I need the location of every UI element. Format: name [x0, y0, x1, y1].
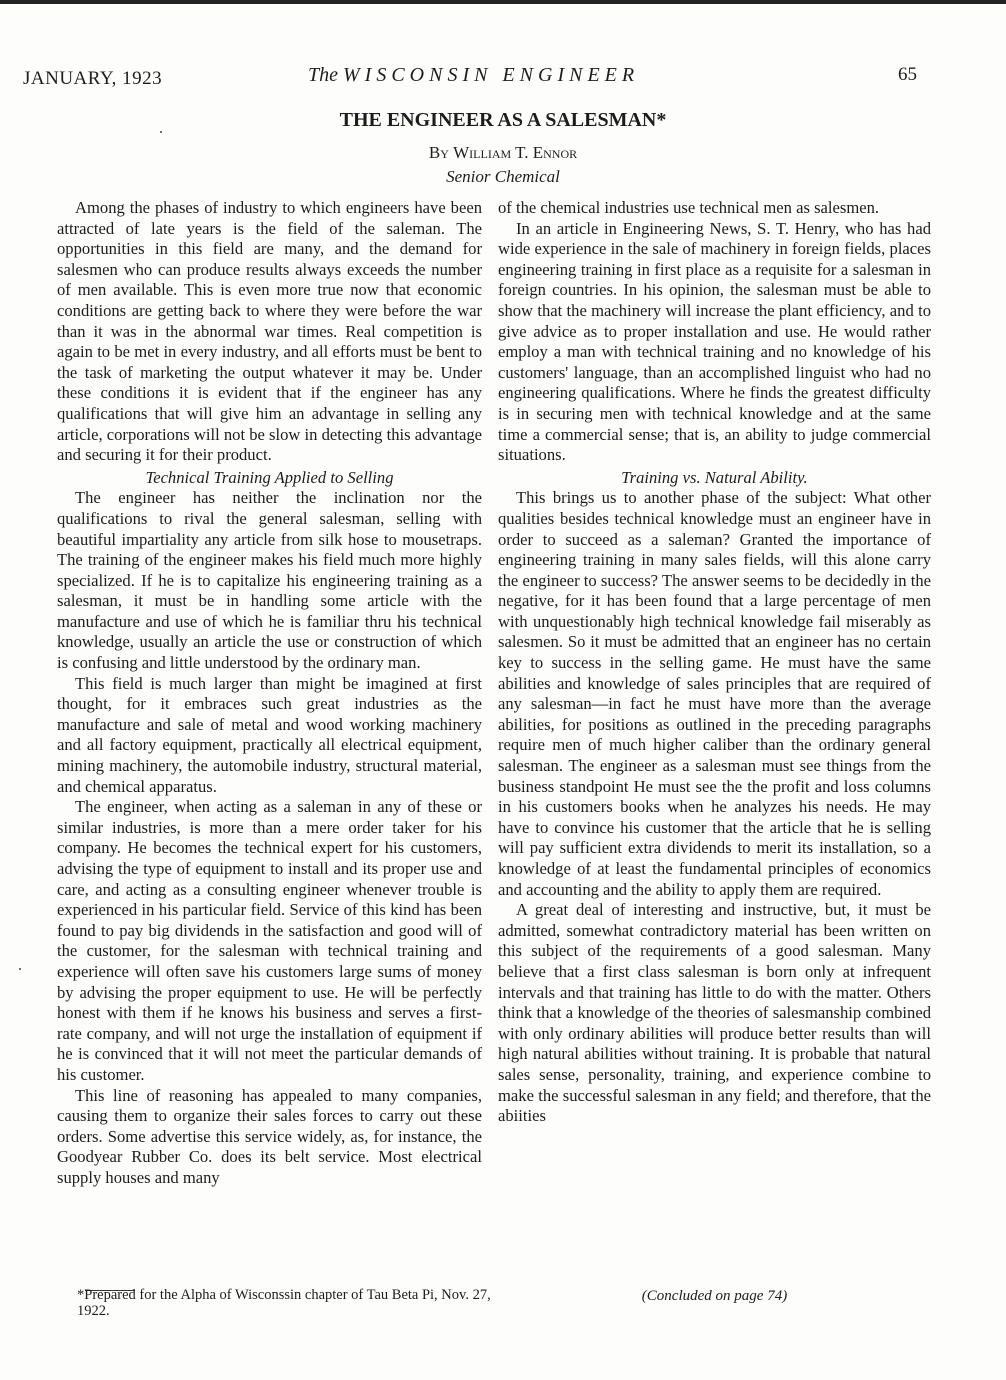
running-head [308, 64, 639, 87]
author-affiliation: Senior Chemical [446, 167, 560, 186]
journal-prefix: The [308, 64, 338, 86]
byline-prefix: By [428, 143, 449, 162]
section-heading: Training vs. Natural Ability. [621, 467, 808, 487]
paragraph: The engineer, when acting as a saleman in any of these or similar industries, is more than a mere order taker for his company. He becomes the technical expert for his customers, advising the type of equipment to install and its proper use and care, and acting as a consulting engineer whenever trouble is experienced in his particular field. Service of this kind has been found to pay big dividends in the satisfaction and good will of the customer, for the salesman with technical training and experience will often save his customers large sums of money by advising the proper equipment to use. He will be perfectly honest with them if he knows his business and serves a first-rate company, and will not urge the installation of equipment if he is convinced that it will not meet the particular demands of his customer. [57, 797, 482, 1084]
paragraph: This brings us to another phase of the subject: What other qualities besides technical knowledge must an engineer have in order to succeed as a saleman? Granted the importance of engineering training in many sales fields, will this alone carry the engineer to success? The answer seems to be decidedly in the negative, for it has been found that a large percentage of men with unquestionably high technical knowledge fail miserably as salesmen. So it must be admitted that an engineer has no certain key to success in the selling game. He must have the same abilities and knowledge of sales principles that are required of any salesman—in fact he must have more than the average abilities, for positions as outlined in the preceding paragraphs require men of much higher caliber than the ordinary general salesman. The engineer as a salesman must see things from the business standpoint He must see the the profit and loss columns in his customers books when he analyzes his needs. He may have to convince his customer that the article that he is selling will pay sufficient extra dividends to merit its installation, so a knowledge of at least the fundamental principles of economics and accounting and the ability to apply them are required. [498, 488, 931, 899]
section-heading: Technical Training Applied to Selling [145, 467, 394, 487]
paragraph-continued: of the chemical industries use technical men as salesmen. [498, 198, 880, 217]
paragraph: In an article in Engineering News, S. T. Henry, who has had wide experience in the sale of machinery in foreign fields, places engineering training in first place as a requisite for a salesman in foreign countries. In his opinion, the salesman must be able to show that the machinery will increase the plant efficiency, and to give advice as to proper installation and use. He would rather employ a man with technical training and no knowledge of his customers' language, than an accomplished linguist who had no engineering qualifications. Where he finds the greatest difficulty is in securing men with technical knowledge and at the same time a commercial sense; that is, an ability to judge commercial situations. [498, 218, 931, 465]
print-speck [19, 968, 21, 970]
issue-date: JANUARY, 1923 [23, 68, 163, 89]
print-speck [160, 131, 162, 133]
paragraph: Among the phases of industry to which engineers have been attracted of late years is the field of the saleman. The opportunities in this field are many, and the demand for salesmen who can produce results always exceeds the number of men available. This is even more true now that economic conditions are getting back to where they were before the war than it was in the abnormal war times. Real competition is again to be met in every industry, and all efforts must be bent to the task of marketing the output whatever it may be. Under these conditions it is evident that if the engineer has any qualifications that will give him an advantage in selling any article, corporations will not be slow in detecting this advantage and securing it for their product. [57, 198, 482, 465]
continuation-note: (Concluded on page 74) [641, 1288, 788, 1304]
paragraph: This line of reasoning has appealed to many companies, causing them to organize their sales forces to carry out these orders. Some advertise this service widely, as, for instance, the Goodyear Rubber Co. does its belt service. Most electrical supply houses and many [57, 1085, 482, 1187]
article-title: THE ENGINEER AS A SALESMAN* [339, 109, 667, 131]
paragraph: A great deal of interesting and instructive, but, it must be admitted, somewhat contradictory material has been written on this subject of the requirements of a good salesman. Many believe that a first class salesman is born only at infrequent intervals and that training has little to do with the matter. Others think that a knowledge of the theories of salesmanship combined with only ordinary abilities will produce better results than will high natural abilities without training. It is probable that natural sales sense, personality, training, and experience combine to make the successful salesman in any field; and therefore, that the abiities [498, 900, 931, 1126]
byline [0, 143, 1006, 163]
paragraph: This field is much larger than might be imagined at first thought, for it embraces such great industries as the manufacture and sale of metal and wood working machinery and all factory equipment, practically all electrical equipment, mining machinery, the automobile industry, structural material, and chemical apparatus. [57, 673, 482, 796]
page-number: 65 [898, 64, 917, 85]
right-column [498, 198, 931, 1127]
footnote: *Prepared for the Alpha of Wisconssin chapter of Tau Beta Pi, Nov. 27, 1922. [77, 1287, 491, 1319]
author-name: William T. Ennor [453, 143, 578, 162]
journal-name: WISCONSIN ENGINEER [343, 64, 640, 86]
left-column [57, 198, 482, 1189]
top-border [0, 0, 1006, 4]
paragraph: The engineer has neither the inclination nor the qualifications to rival the general salesman, selling with beautiful impartiality any article from silk hose to mousetraps. The training of the engineer makes his field much more highly specialized. If he is to capitalize his engineering training as a salesman, it must be in handling some article with the manufacture and use of which he is familiar thru his technical knowledge, usually an article the use or construction of which is confusing and little understood by the ordinary man. [57, 488, 482, 673]
